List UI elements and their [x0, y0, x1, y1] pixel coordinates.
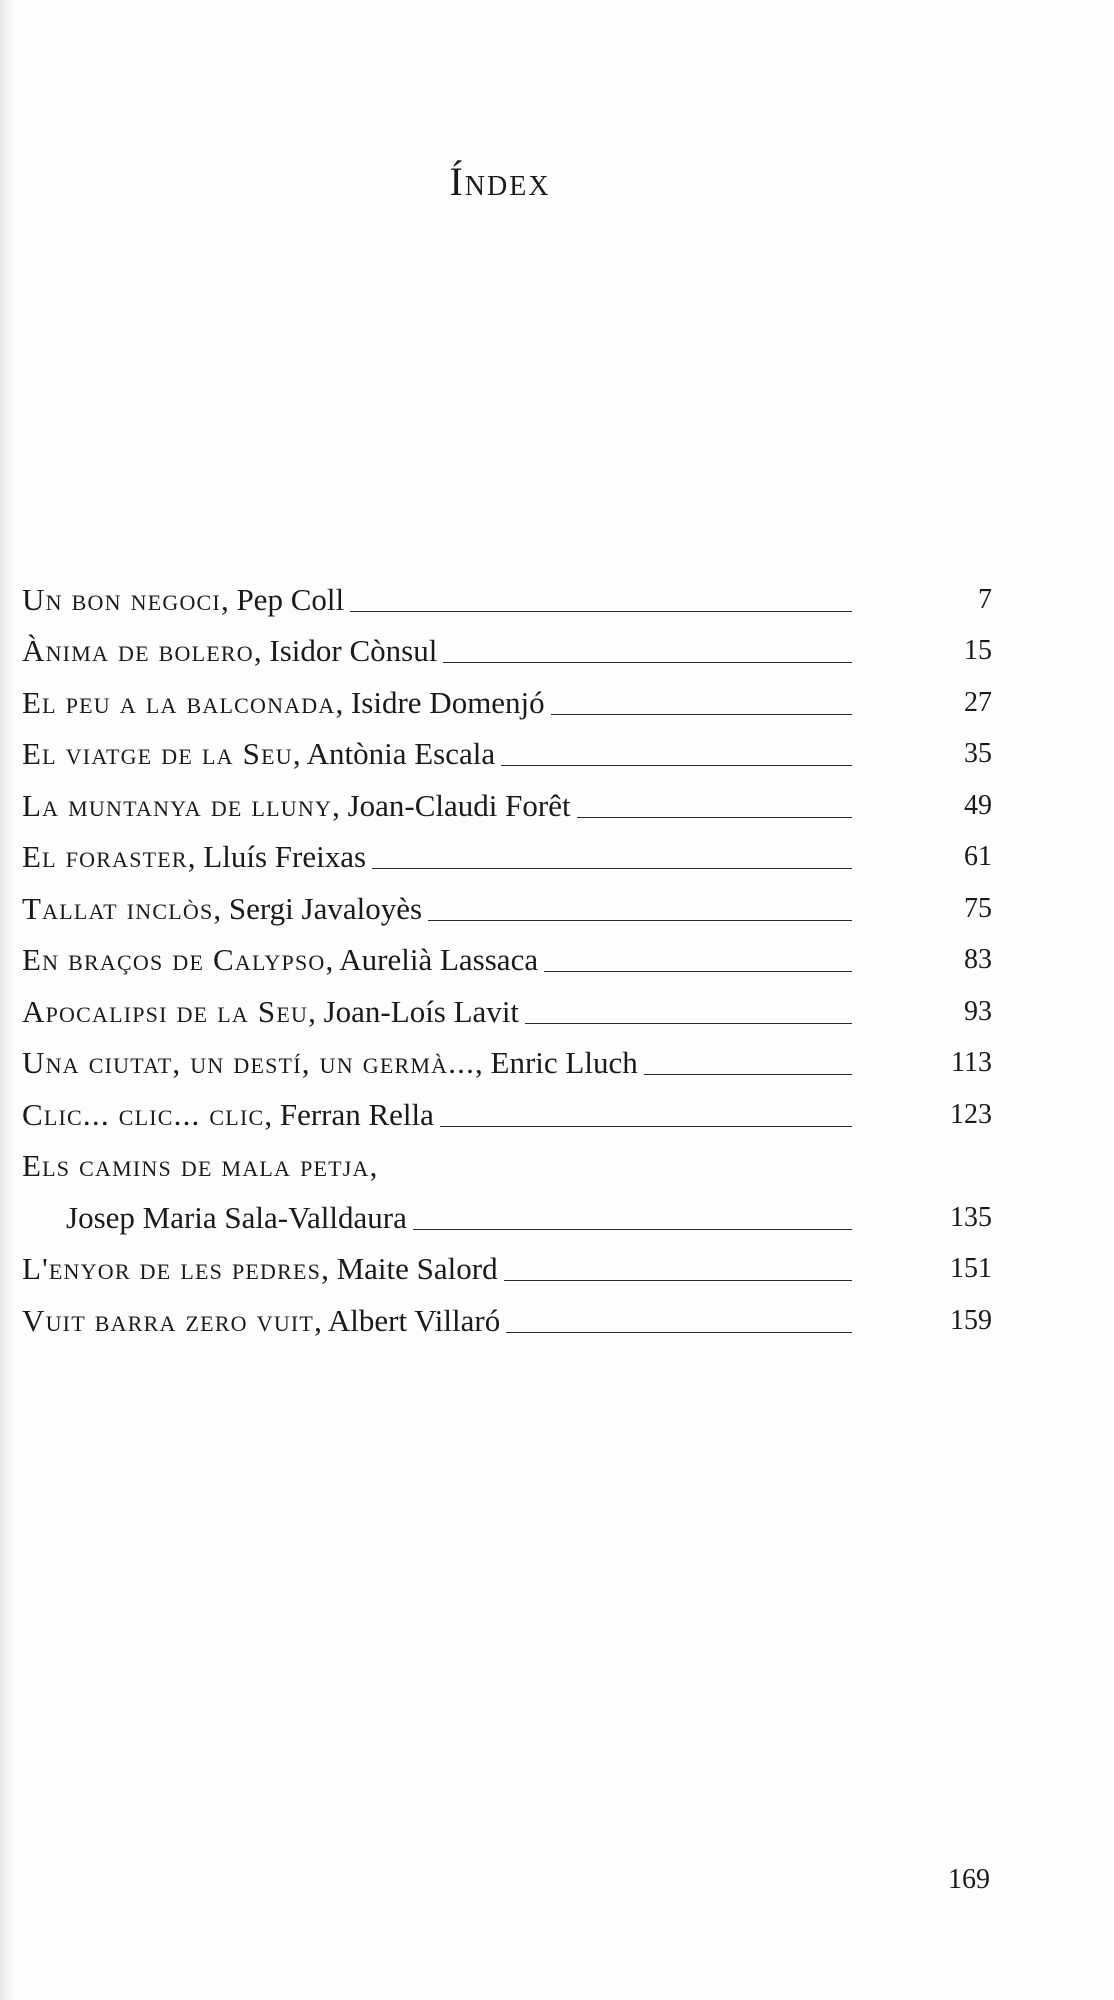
toc-entry	[22, 1293, 992, 1345]
page-number: 75	[964, 892, 992, 924]
story-title: Els camins de mala petja	[22, 1148, 370, 1183]
dot-leader	[525, 1023, 852, 1024]
toc-entry-text: El viatge de la Seu, Antònia Escala	[22, 736, 496, 771]
story-title: El viatge de la Seu	[22, 736, 293, 771]
story-author: Albert Villaró	[327, 1302, 501, 1338]
story-title: Tallat inclòs	[22, 890, 214, 926]
story-author: Isidre Domenjó	[350, 684, 545, 720]
index-title: Índex	[449, 159, 551, 204]
dot-leader	[372, 868, 852, 869]
story-title: La muntanya de lluny	[22, 787, 333, 823]
toc-entry	[22, 727, 992, 779]
toc-entry-text: En braços de Calypso, Aurelià Lassaca	[22, 942, 539, 977]
toc-entry-text	[22, 1198, 407, 1242]
toc-entry-text: La muntanya de lluny, Joan-Claudi Forêt	[22, 787, 571, 823]
toc-entry-text: Una ciutat, un destí, un germà..., Enric Lluch	[22, 1045, 638, 1080]
page-number: 27	[964, 686, 992, 718]
page-number: 7	[978, 583, 992, 615]
page-number: 113	[951, 1047, 992, 1078]
page-edge-shadow	[0, 0, 14, 2000]
dot-leader	[577, 817, 852, 818]
story-author: Ferran Rella	[279, 1096, 434, 1132]
toc-entry-text: Clic... clic... clic, Ferran Rella	[22, 1096, 434, 1132]
page-number: 83	[964, 944, 992, 975]
dot-leader	[551, 714, 852, 715]
toc-entry-title-line	[22, 1139, 992, 1191]
page-number: 61	[964, 841, 992, 872]
toc-entry	[22, 881, 992, 933]
story-title: Clic... clic... clic	[22, 1096, 265, 1132]
toc-entry-text: Tallat inclòs, Sergi Javaloyès	[22, 890, 423, 926]
story-author: Enric Lluch	[490, 1045, 638, 1080]
toc-entry	[22, 1242, 992, 1294]
page-number: 15	[964, 635, 992, 666]
toc-entry-text: El peu a la balconada, Isidre Domenjó	[22, 684, 545, 720]
toc-entry	[22, 624, 992, 676]
story-title: Vuit barra zero vuit	[22, 1302, 315, 1338]
toc-entry	[22, 675, 992, 727]
story-author: Antònia Escala	[306, 736, 496, 771]
story-title: Una ciutat, un destí, un germà...	[22, 1045, 476, 1080]
toc-entry	[22, 572, 992, 624]
page-number: 35	[964, 738, 992, 769]
page-number: 123	[950, 1098, 992, 1130]
page-number: 49	[964, 789, 992, 821]
toc-entry-text: El foraster, Lluís Freixas	[22, 839, 367, 874]
toc-entry-text: Vuit barra zero vuit, Albert Villaró	[22, 1302, 501, 1338]
page-folio: 169	[948, 1864, 990, 1895]
dot-leader	[413, 1229, 852, 1230]
story-author: Joan-Loís Lavit	[323, 993, 520, 1029]
toc-entry	[22, 830, 992, 882]
dot-leader	[428, 920, 852, 921]
toc-entry	[22, 778, 992, 830]
dot-leader	[443, 662, 852, 663]
toc-entry-text: Un bon negoci, Pep Coll	[22, 581, 345, 617]
story-author: Maite Salord	[336, 1251, 498, 1286]
dot-leader	[501, 765, 852, 766]
dot-leader	[544, 971, 852, 972]
toc-entry	[22, 933, 992, 985]
table-of-contents	[22, 572, 992, 1345]
story-title: Ànima de bolero	[22, 633, 254, 668]
dot-leader	[440, 1126, 852, 1127]
story-title: El foraster	[22, 839, 188, 874]
story-author: Isidor Cònsul	[269, 633, 438, 668]
story-author: Josep Maria Sala-Valldaura	[66, 1199, 407, 1235]
page-number: 135	[950, 1201, 992, 1233]
dot-leader	[504, 1280, 852, 1281]
toc-entry-text: Ànima de bolero, Isidor Cònsul	[22, 633, 438, 668]
story-title: El peu a la balconada	[22, 684, 336, 720]
story-author: Aurelià Lassaca	[339, 942, 539, 977]
toc-entry-text: Apocalipsi de la Seu, Joan-Loís Lavit	[22, 993, 520, 1029]
toc-entry	[22, 1036, 992, 1088]
dot-leader	[506, 1332, 852, 1333]
story-author: Lluís Freixas	[203, 839, 367, 874]
dot-leader	[350, 611, 852, 612]
page-number: 151	[950, 1253, 992, 1284]
story-author: Sergi Javaloyès	[228, 890, 423, 926]
story-title: En braços de Calypso	[22, 942, 326, 977]
story-author: Joan-Claudi Forêt	[347, 787, 571, 823]
toc-entry-text: Els camins de mala petja,	[22, 1148, 378, 1183]
toc-entry-author-line	[22, 1190, 992, 1242]
story-title: Apocalipsi de la Seu	[22, 993, 309, 1029]
story-title: Un bon negoci	[22, 581, 221, 617]
dot-leader	[644, 1074, 852, 1075]
page-number: 159	[950, 1304, 992, 1336]
toc-entry-text: L'enyor de les pedres, Maite Salord	[22, 1251, 498, 1286]
toc-entry	[22, 984, 992, 1036]
story-author: Pep Coll	[236, 581, 345, 617]
page-number: 93	[964, 995, 992, 1027]
story-title: L'enyor de les pedres	[22, 1251, 322, 1286]
toc-entry	[22, 1087, 992, 1139]
